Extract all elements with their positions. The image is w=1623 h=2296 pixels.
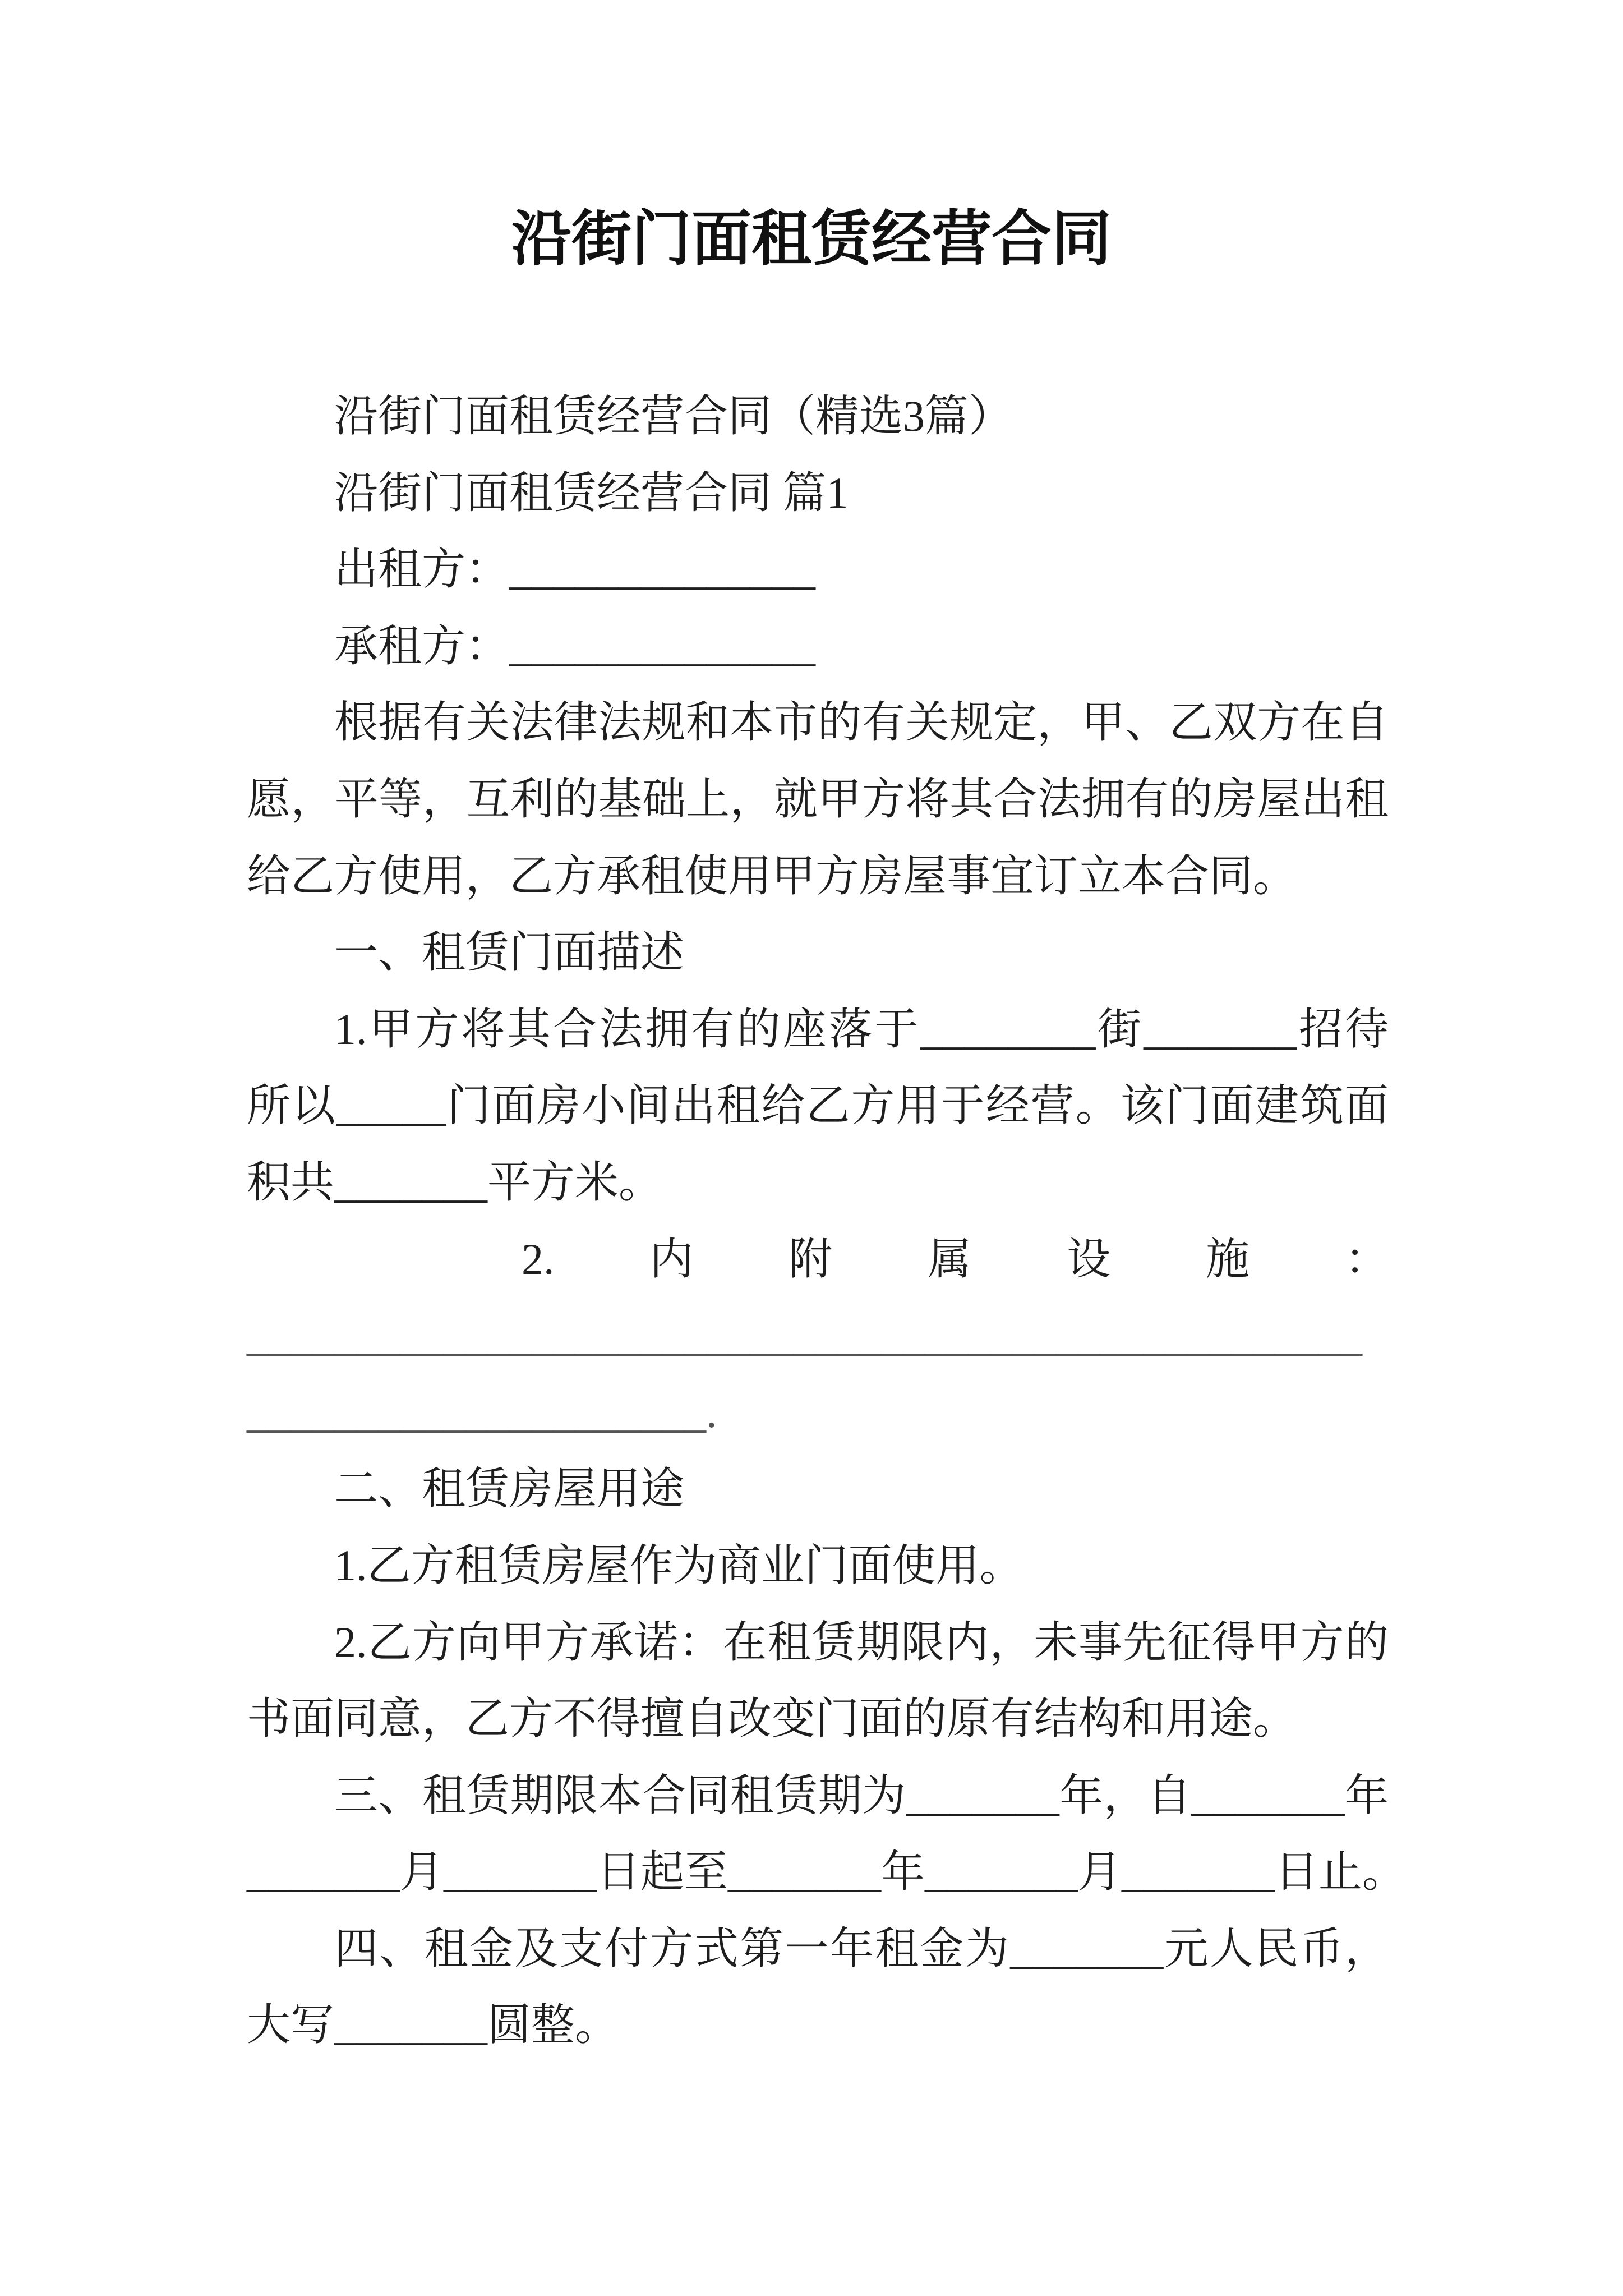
- clause-line: 书面同意，乙方不得擅自改变门面的原有结构和用途。: [247, 1694, 1297, 1743]
- clause-label: 2.内附属设施：: [522, 1234, 1389, 1283]
- lessor-field: 出租方：______________: [334, 545, 816, 594]
- clause-line: 积共_______平方米。: [247, 1157, 663, 1207]
- clause-line: 1.甲方将其合法拥有的座落于________街_______招待: [334, 1004, 1389, 1053]
- clause-1-2: [247, 1221, 1389, 1451]
- preamble-paragraph: [247, 684, 1389, 914]
- section-heading: 二、租赁房屋用途: [334, 1464, 685, 1513]
- document-body: [247, 378, 1407, 2064]
- section-1: [247, 914, 1389, 1451]
- clause-line: 1.乙方租赁房屋作为商业门面使用。: [334, 1540, 1023, 1590]
- lessee-field: 承租方：______________: [334, 621, 816, 670]
- article-heading: 沿街门面租赁经营合同 篇1: [334, 468, 849, 517]
- clause-line: 所以_____门面房小间出租给乙方用于经营。该门面建筑面: [247, 1081, 1389, 1130]
- clause-2-2: [247, 1604, 1389, 1757]
- collection-heading: 沿街门面租赁经营合同（精选3篇）: [334, 392, 1013, 440]
- section-heading: 一、租赁门面描述: [334, 928, 685, 977]
- clause-1-1: [247, 991, 1389, 1221]
- clause-line: 2.乙方向甲方承诺：在租赁期限内，未事先征得甲方的: [334, 1617, 1389, 1667]
- paragraph-line: 给乙方使用，乙方承租使用甲方房屋事宜订立本合同。: [247, 851, 1297, 900]
- clause-line: _______月_______日起至_______年_______月_______日止。: [247, 1847, 1407, 1897]
- section-2: [247, 1451, 1389, 1757]
- section-4: [247, 1911, 1389, 2064]
- document-title: 沿街门面租赁经营合同: [511, 206, 1112, 273]
- blank-line: _____________________.: [247, 1387, 717, 1437]
- clause-line: 大写_______圆整。: [247, 2000, 619, 2050]
- clause-line: 三、租赁期限本合同租赁期为_______年，自_______年: [334, 1770, 1389, 1820]
- clause-line: 四、租金及支付方式第一年租金为_______元人民币，: [334, 1924, 1389, 1973]
- paragraph-line: 愿，平等，互利的基础上，就甲方将其合法拥有的房屋出租: [247, 774, 1389, 823]
- paragraph-line: 根据有关法律法规和本市的有关规定，甲、乙双方在自: [334, 698, 1389, 747]
- blank-line: ___________________________________________________: [247, 1311, 1362, 1360]
- section-3: [247, 1757, 1407, 1911]
